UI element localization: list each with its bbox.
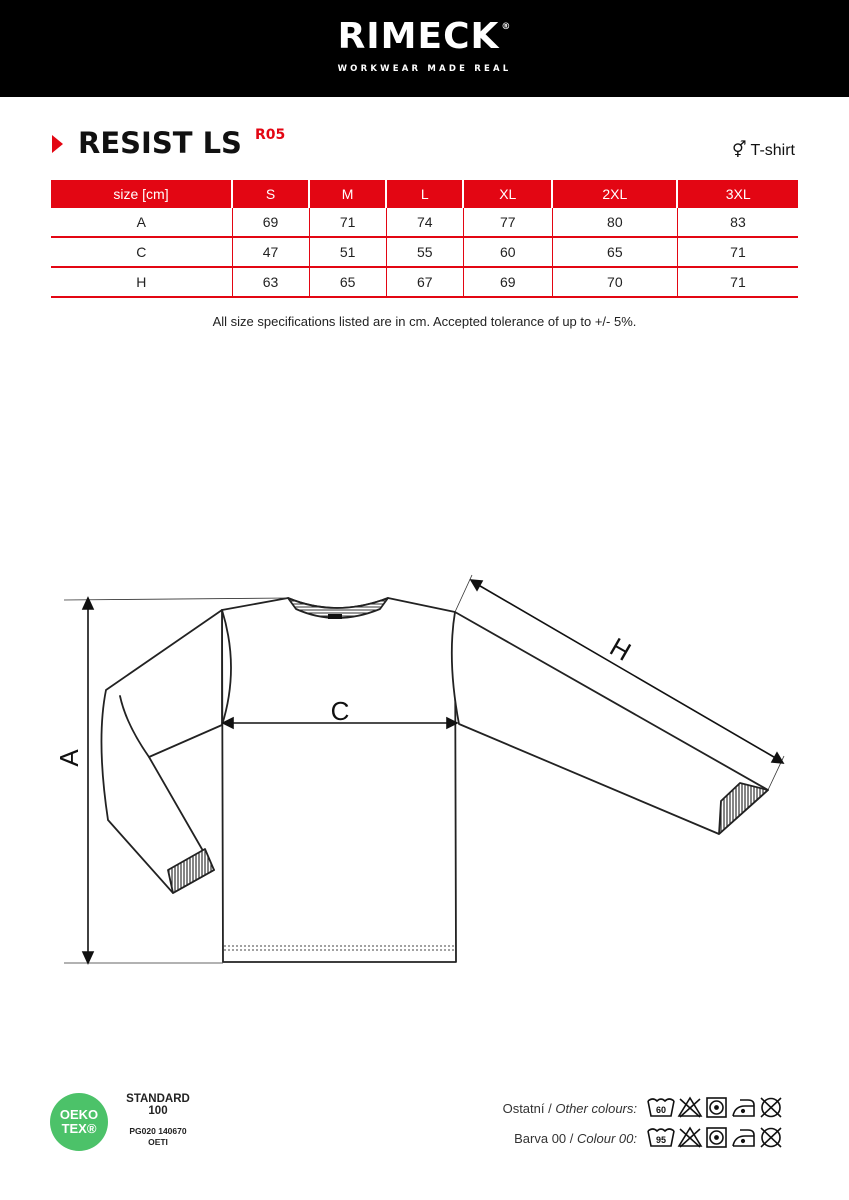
a-arrow-bottom-icon <box>83 952 93 963</box>
table-cell: H <box>51 267 232 297</box>
standard-100-label: STANDARD 100 <box>126 1093 190 1117</box>
tumble-dry-icon <box>707 1098 726 1117</box>
wash-temp: 60 <box>655 1105 667 1115</box>
size-column-header: size [cm] <box>51 180 232 208</box>
product-code: R05 <box>255 127 286 143</box>
certificate-info: PG020 140670 OETI <box>129 1126 187 1147</box>
no-bleach-icon <box>679 1098 701 1117</box>
care-symbols-other <box>645 1095 800 1119</box>
label-tag <box>328 614 342 619</box>
table-cell: C <box>51 237 232 267</box>
table-cell: 71 <box>677 237 798 267</box>
table-cell: 51 <box>309 237 386 267</box>
oeko-tex-logo: OEKO TEX® <box>50 1093 108 1151</box>
table-cell: 65 <box>552 237 677 267</box>
no-dry-clean-icon <box>761 1098 781 1117</box>
care-label-other: Ostatní / Other colours: <box>502 1101 637 1116</box>
care-symbols-colour00 <box>645 1125 800 1149</box>
table-cell: 65 <box>309 267 386 297</box>
table-cell: 67 <box>386 267 463 297</box>
unisex-icon: ⚥ <box>731 142 747 159</box>
size-column-header: L <box>386 180 463 208</box>
table-cell: 80 <box>552 208 677 237</box>
h-label: H <box>604 631 637 667</box>
h-arrow-end-icon <box>772 753 783 763</box>
size-column-header: 2XL <box>552 180 677 208</box>
table-cell: 71 <box>309 208 386 237</box>
table-cell: 60 <box>463 237 552 267</box>
product-type <box>732 140 795 160</box>
size-table-header <box>51 180 798 208</box>
h-start-extension <box>455 575 472 612</box>
table-row <box>51 237 798 267</box>
brand-header <box>0 0 849 97</box>
table-cell: 47 <box>232 237 309 267</box>
brand-tagline: WORKWEAR MADE REAL <box>337 64 512 74</box>
tumble-dry-icon <box>707 1128 726 1147</box>
size-table <box>51 180 798 298</box>
wash-temp: 95 <box>655 1135 667 1145</box>
table-cell: A <box>51 208 232 237</box>
c-label: C <box>330 696 350 726</box>
tolerance-note: All size specifications listed are in cm. Accepted tolerance of up to +/- 5%. <box>212 314 637 329</box>
product-type-label: T-shirt <box>750 142 795 159</box>
table-cell: 70 <box>552 267 677 297</box>
table-cell: 69 <box>232 208 309 237</box>
wash-tub-icon <box>648 1099 674 1116</box>
iron-icon <box>733 1130 754 1146</box>
a-top-extension <box>64 598 288 600</box>
brand-logo: RIMECK ® <box>337 16 512 57</box>
shirt-body <box>222 598 456 962</box>
table-cell: 77 <box>463 208 552 237</box>
size-column-header: S <box>232 180 309 208</box>
table-cell: 55 <box>386 237 463 267</box>
table-cell: 83 <box>677 208 798 237</box>
h-arrow-start-icon <box>471 580 482 590</box>
no-dry-clean-icon <box>761 1128 781 1147</box>
title-arrow-icon <box>52 135 63 153</box>
wash-tub-icon <box>648 1129 674 1146</box>
table-row <box>51 208 798 237</box>
size-column-header: XL <box>463 180 552 208</box>
table-cell: 71 <box>677 267 798 297</box>
product-name: RESIST LS <box>78 126 242 160</box>
table-cell: 74 <box>386 208 463 237</box>
no-bleach-icon <box>679 1128 701 1147</box>
iron-icon <box>733 1100 754 1116</box>
table-row <box>51 267 798 297</box>
size-column-header: M <box>309 180 386 208</box>
table-cell: 63 <box>232 267 309 297</box>
table-cell: 69 <box>463 267 552 297</box>
a-label: A <box>54 749 84 767</box>
care-label-colour00: Barva 00 / Colour 00: <box>514 1131 637 1146</box>
shirt-diagram <box>0 560 849 980</box>
size-column-header: 3XL <box>677 180 798 208</box>
